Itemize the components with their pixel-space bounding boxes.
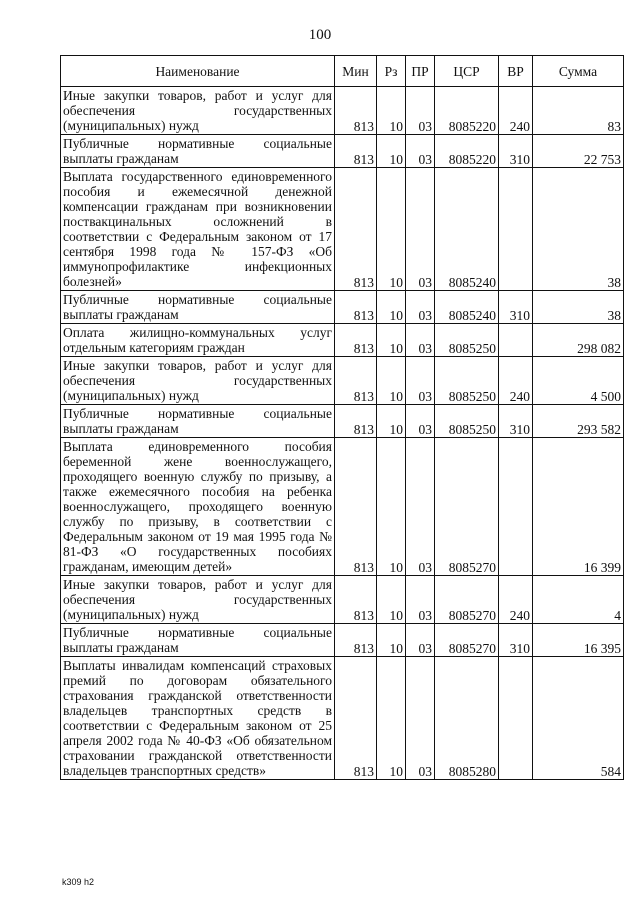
row-rz: 10 <box>377 291 406 324</box>
row-name: Иные закупки товаров, работ и услуг для обеспечения государственных (муниципальных) нужд <box>61 87 335 135</box>
row-name: Выплата единовременного пособия беременной жене военнослужащего, проходящего военную службу по призыву, а также ежемесячного пособия на ребенка военнослужащего, проходящего военную службу по призыву, в соответствии с Федеральным законом от 19 мая 1995 года № 81-ФЗ «О государственных пособиях гражданам, имеющим детей» <box>61 438 335 576</box>
row-csr: 8085270 <box>435 624 499 657</box>
row-pr: 03 <box>406 87 435 135</box>
column-header-rz: Рз <box>377 56 406 87</box>
row-min: 813 <box>335 168 377 291</box>
table-row <box>61 405 624 438</box>
row-rz: 10 <box>377 357 406 405</box>
row-rz: 10 <box>377 624 406 657</box>
row-pr: 03 <box>406 576 435 624</box>
row-rz: 10 <box>377 657 406 780</box>
row-pr: 03 <box>406 624 435 657</box>
row-pr: 03 <box>406 657 435 780</box>
row-min: 813 <box>335 657 377 780</box>
row-csr: 8085270 <box>435 576 499 624</box>
column-header-pr: ПР <box>406 56 435 87</box>
row-csr: 8085250 <box>435 324 499 357</box>
row-vr: 310 <box>499 624 533 657</box>
row-name: Иные закупки товаров, работ и услуг для обеспечения государственных (муниципальных) нужд <box>61 357 335 405</box>
table-header-row <box>61 56 624 87</box>
row-min: 813 <box>335 624 377 657</box>
row-sum: 584 <box>533 657 624 780</box>
row-vr: 240 <box>499 87 533 135</box>
column-header-name: Наименование <box>61 56 335 87</box>
row-pr: 03 <box>406 324 435 357</box>
row-name: Иные закупки товаров, работ и услуг для обеспечения государственных (муниципальных) нужд <box>61 576 335 624</box>
row-sum: 4 <box>533 576 624 624</box>
table-row <box>61 87 624 135</box>
row-csr: 8085240 <box>435 168 499 291</box>
column-header-sum: Сумма <box>533 56 624 87</box>
row-min: 813 <box>335 438 377 576</box>
row-min: 813 <box>335 324 377 357</box>
row-rz: 10 <box>377 405 406 438</box>
row-min: 813 <box>335 291 377 324</box>
page-number: 100 <box>308 27 332 43</box>
row-sum: 293 582 <box>533 405 624 438</box>
row-sum: 22 753 <box>533 135 624 168</box>
row-vr: 240 <box>499 576 533 624</box>
row-sum: 298 082 <box>533 324 624 357</box>
row-pr: 03 <box>406 357 435 405</box>
row-csr: 8085240 <box>435 291 499 324</box>
column-header-csr: ЦСР <box>435 56 499 87</box>
row-pr: 03 <box>406 291 435 324</box>
table-row <box>61 576 624 624</box>
row-pr: 03 <box>406 135 435 168</box>
row-pr: 03 <box>406 405 435 438</box>
row-sum: 38 <box>533 168 624 291</box>
table-row <box>61 135 624 168</box>
row-csr: 8085220 <box>435 87 499 135</box>
row-name: Публичные нормативные социальные выплаты гражданам <box>61 624 335 657</box>
column-header-vr: ВР <box>499 56 533 87</box>
row-name: Оплата жилищно-коммунальных услуг отдельным категориям граждан <box>61 324 335 357</box>
row-csr: 8085250 <box>435 405 499 438</box>
row-min: 813 <box>335 405 377 438</box>
row-name: Выплата государственного единовременного пособия и ежемесячной денежной компенсации гражданам при возникновении поствакцинальных осложнений в соответствии с Федеральным законом от 17 сентября 1998 года № 157-ФЗ «Об иммунопрофилактике инфекционных болезней» <box>61 168 335 291</box>
row-rz: 10 <box>377 324 406 357</box>
row-csr: 8085250 <box>435 357 499 405</box>
column-header-min: Мин <box>335 56 377 87</box>
row-csr: 8085280 <box>435 657 499 780</box>
row-name: Публичные нормативные социальные выплаты гражданам <box>61 291 335 324</box>
row-vr: 310 <box>499 291 533 324</box>
row-pr: 03 <box>406 438 435 576</box>
table-row <box>61 168 624 291</box>
row-rz: 10 <box>377 135 406 168</box>
row-vr <box>499 324 533 357</box>
table-row <box>61 438 624 576</box>
row-sum: 16 395 <box>533 624 624 657</box>
row-sum: 4 500 <box>533 357 624 405</box>
table-row <box>61 291 624 324</box>
row-sum: 83 <box>533 87 624 135</box>
row-csr: 8085270 <box>435 438 499 576</box>
table-row <box>61 324 624 357</box>
row-csr: 8085220 <box>435 135 499 168</box>
row-rz: 10 <box>377 168 406 291</box>
row-name: Публичные нормативные социальные выплаты гражданам <box>61 135 335 168</box>
row-min: 813 <box>335 135 377 168</box>
row-name: Выплаты инвалидам компенсаций страховых премий по договорам обязательного страхования гражданской ответственности владельцев транспортных средств в соответствии с Федеральным законом от 25 апреля 2002 года № 40-ФЗ «Об обязательном страховании гражданской ответственности владельцев транспортных средств» <box>61 657 335 780</box>
row-sum: 16 399 <box>533 438 624 576</box>
row-min: 813 <box>335 357 377 405</box>
row-min: 813 <box>335 576 377 624</box>
row-min: 813 <box>335 87 377 135</box>
row-vr: 310 <box>499 405 533 438</box>
row-vr: 240 <box>499 357 533 405</box>
row-rz: 10 <box>377 576 406 624</box>
row-vr <box>499 438 533 576</box>
row-rz: 10 <box>377 87 406 135</box>
budget-table <box>60 55 624 780</box>
table-row <box>61 357 624 405</box>
table-row <box>61 657 624 780</box>
row-rz: 10 <box>377 438 406 576</box>
row-vr <box>499 168 533 291</box>
table-row <box>61 624 624 657</box>
footer-code: k309 h2 <box>62 877 95 887</box>
row-vr: 310 <box>499 135 533 168</box>
row-pr: 03 <box>406 168 435 291</box>
row-vr <box>499 657 533 780</box>
row-sum: 38 <box>533 291 624 324</box>
row-name: Публичные нормативные социальные выплаты гражданам <box>61 405 335 438</box>
